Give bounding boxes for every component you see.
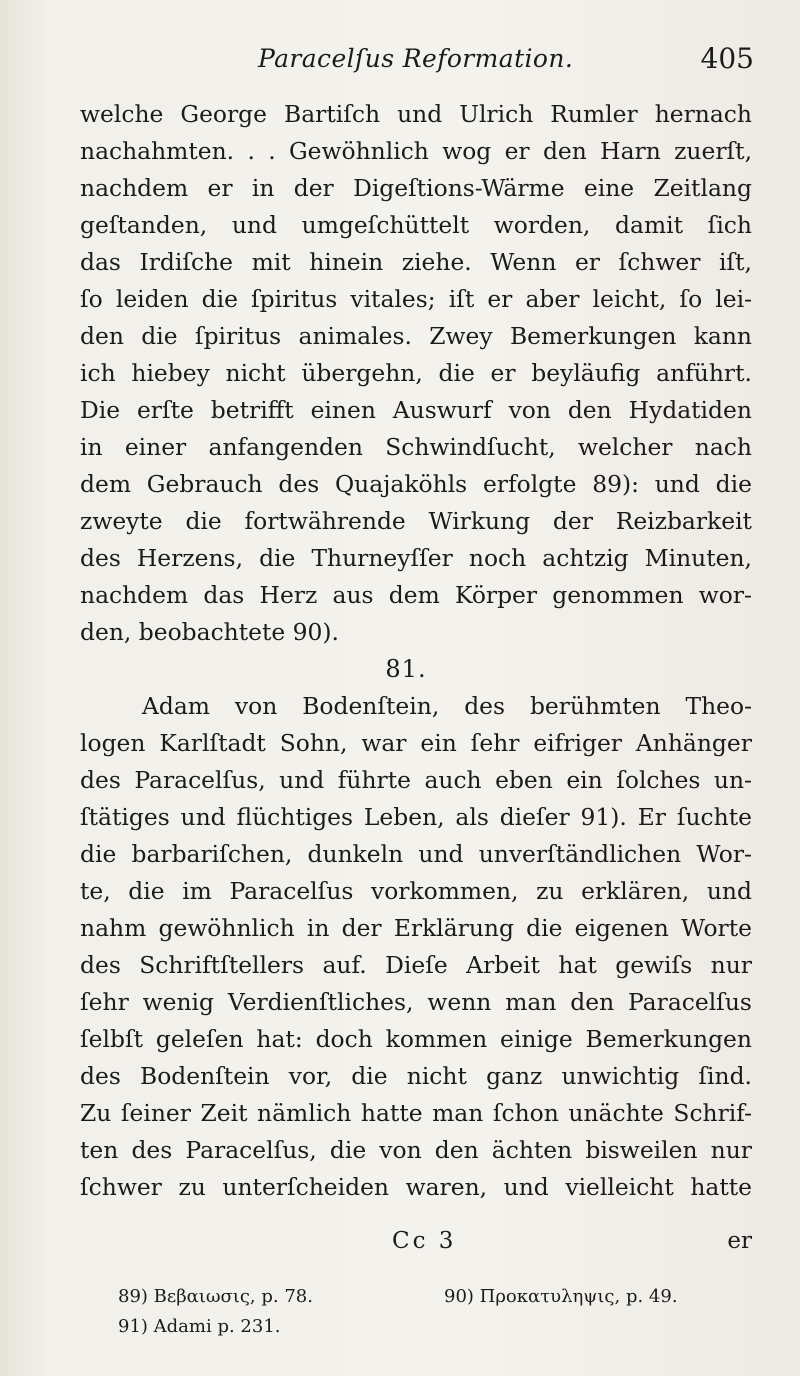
- footnote-89: 89) Βεβαιωσις, p. 78.: [118, 1286, 313, 1307]
- text-line: ſtätiges und flüchtiges Leben, als dieſer 91). Er ſuchte: [80, 803, 752, 831]
- text-line: des Schriftſtellers auf. Dieſe Arbeit hat gewiſs nur: [80, 951, 752, 979]
- footnote-91: 91) Adami p. 231.: [118, 1316, 281, 1337]
- text-line: te, die im Paracelſus vorkommen, zu erklären, und: [80, 877, 752, 905]
- text-line: ſchwer zu unterſcheiden waren, und vielleicht hatte: [80, 1173, 752, 1201]
- text-line: nachdem das Herz aus dem Körper genommen wor-: [80, 581, 752, 609]
- text-line: logen Karlſtadt Sohn, war ein ſehr eifriger Anhänger: [80, 729, 752, 757]
- text-line: das Irdiſche mit hinein ziehe. Wenn er ſchwer iſt,: [80, 248, 752, 276]
- text-line: nachdem er in der Digeſtions-Wärme eine Zeitlang: [80, 174, 752, 202]
- text-line: des Herzens, die Thurneyſſer noch achtzig Minuten,: [80, 544, 752, 572]
- text-line-paragraph-start: Adam von Bodenſtein, des berühmten Theo-: [142, 692, 752, 720]
- footnote-row: [118, 1312, 738, 1342]
- text-line: den die ſpiritus animales. Zwey Bemerkungen kann: [80, 322, 752, 350]
- text-line: ſehr wenig Verdienſtliches, wenn man den Paracelſus: [80, 988, 752, 1016]
- text-line: nachahmten. . . Gewöhnlich wog er den Harn zuerſt,: [80, 137, 752, 165]
- text-line-paragraph-end: den, beobachtete 90).: [80, 618, 339, 646]
- section-number: 81.: [385, 655, 427, 683]
- page-header: [80, 38, 760, 88]
- page-number: 405: [700, 42, 754, 75]
- text-line: ſelbſt geleſen hat: doch kommen einige Bemerkungen: [80, 1025, 752, 1053]
- printer-signature: Cc 3: [392, 1228, 457, 1254]
- text-line: dem Gebrauch des Quajaköhls erfolgte 89): und die: [80, 470, 752, 498]
- text-line: Die erſte betrifft einen Auswurf von den Hydatiden: [80, 396, 752, 424]
- text-line: ten des Paracelſus, die von den ächten bisweilen nur: [80, 1136, 752, 1164]
- footnote-90: 90) Προκατυληψις, p. 49.: [444, 1286, 678, 1307]
- text-line: ſo leiden die ſpiritus vitales; iſt er aber leicht, ſo lei-: [80, 285, 752, 313]
- body-text: [80, 96, 752, 1206]
- text-line: nahm gewöhnlich in der Erklärung die eigenen Worte: [80, 914, 752, 942]
- footnote-row: [118, 1282, 738, 1312]
- signature-row: [80, 1228, 752, 1264]
- footnotes: [118, 1282, 738, 1342]
- text-line: des Paracelſus, und führte auch eben ein ſolches un-: [80, 766, 752, 794]
- text-line: zweyte die fortwährende Wirkung der Reizbarkeit: [80, 507, 752, 535]
- running-title: Paracelſus Reformation.: [258, 44, 574, 73]
- text-line: des Bodenſtein vor, die nicht ganz unwichtig ſind.: [80, 1062, 752, 1090]
- text-line: welche George Bartiſch und Ulrich Rumler hernach: [80, 100, 752, 128]
- text-line: Zu ſeiner Zeit nämlich hatte man ſchon unächte Schrif-: [80, 1099, 752, 1127]
- text-line: die barbariſchen, dunkeln und unverſtändlichen Wor-: [80, 840, 752, 868]
- text-line: in einer anfangenden Schwindſucht, welcher nach: [80, 433, 752, 461]
- catchword: er: [727, 1228, 752, 1254]
- text-line: geſtanden, und umgeſchüttelt worden, damit ſich: [80, 211, 752, 239]
- text-line: ich hiebey nicht übergehn, die er beyläufig anführt.: [80, 359, 752, 387]
